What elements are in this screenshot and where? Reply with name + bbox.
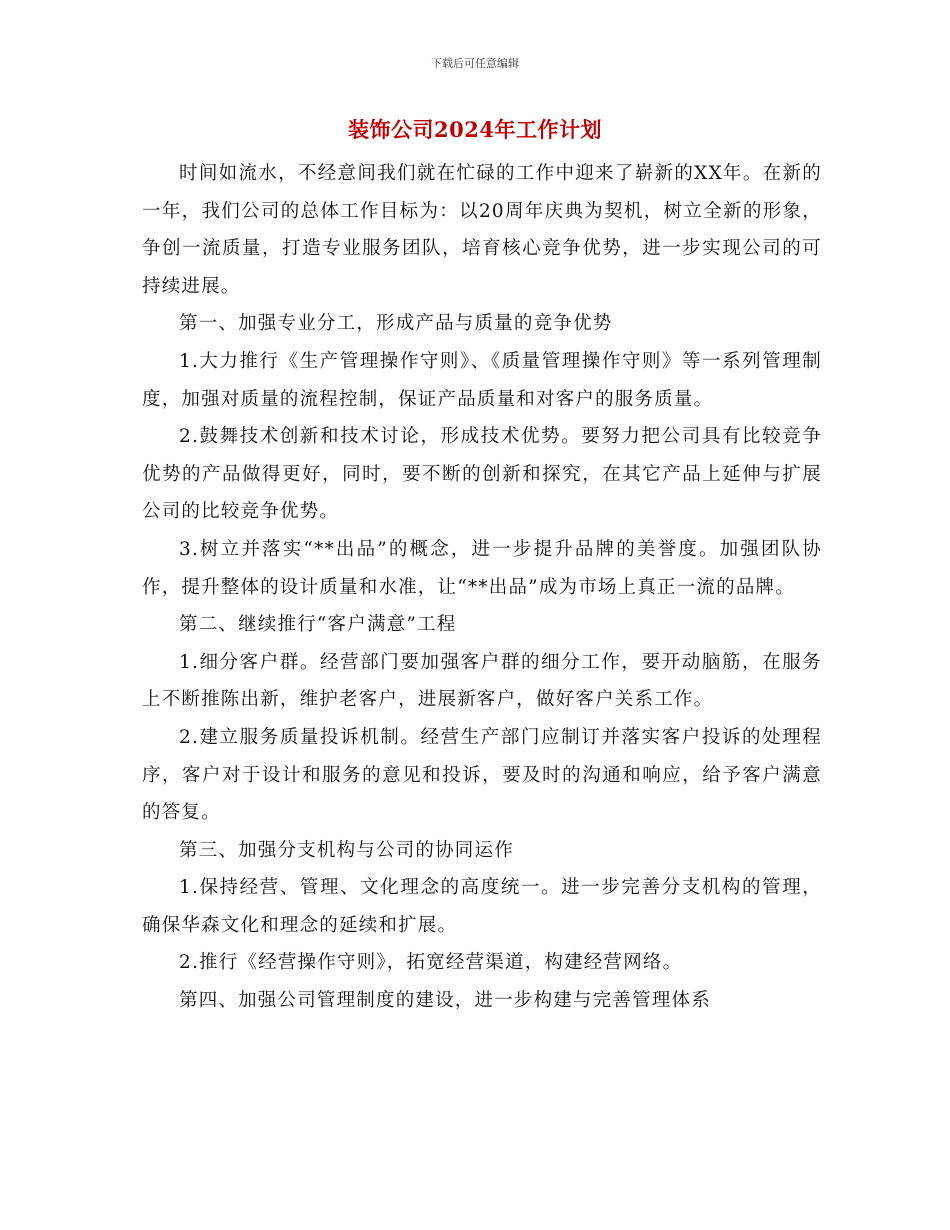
header-note: 下载后可任意编辑 <box>431 57 519 70</box>
section-2-item-1: 1.细分客户群。经营部门要加强客户群的细分工作，要开动脑筋，在服务上不断推陈出新，维护老客户，进展新客户，做好客户关系工作。 <box>142 651 822 711</box>
section-heading-1: 第一、加强专业分工，形成产品与质量的竞争优势 <box>179 313 613 335</box>
section-3-item-1: 1.保持经营、管理、文化理念的高度统一。进一步完善分支机构的管理，确保华森文化和理念的延续和扩展。 <box>142 877 822 936</box>
document-title: 装饰公司2024年工作计划 <box>348 117 602 142</box>
document-body <box>142 155 822 1020</box>
section-heading-4: 第四、加强公司管理制度的建设，进一步构建与完善管理体系 <box>179 990 711 1012</box>
section-3-item-2: 2.推行《经营操作守则》，拓宽经营渠道，构建经营网络。 <box>179 952 683 974</box>
section-1-item-3: 3.树立并落实“**出品”的概念，进一步提升品牌的美誉度。加强团队协作，提升整体的设计质量和水准，让“**出品”成为市场上真正一流的品牌。 <box>142 538 822 598</box>
section-heading-2: 第二、继续推行“客户满意”工程 <box>179 614 457 636</box>
section-2-item-2: 2.建立服务质量投诉机制。经营生产部门应制订并落实客户投诉的处理程序，客户对于设计和服务的意见和投诉，要及时的沟通和响应，给予客户满意的答复。 <box>142 726 822 824</box>
intro-paragraph: 时间如流水，不经意间我们就在忙碌的工作中迎来了崭新的XX年。在新的一年，我们公司的总体工作目标为：以20周年庆典为契机，树立全新的形象，争创一流质量，打造专业服务团队，培育核心竞争优势，进一步实现公司的可持续进展。 <box>142 163 822 297</box>
section-heading-3: 第三、加强分支机构与公司的协同运作 <box>179 839 514 861</box>
section-1-item-2: 2.鼓舞技术创新和技术讨论，形成技术优势。要努力把公司具有比较竞争优势的产品做得更好，同时，要不断的创新和探究，在其它产品上延伸与扩展公司的比较竞争优势。 <box>142 426 822 523</box>
section-1-item-1: 1.大力推行《生产管理操作守则》、《质量管理操作守则》等一系列管理制度，加强对质量的流程控制，保证产品质量和对客户的服务质量。 <box>142 350 822 410</box>
